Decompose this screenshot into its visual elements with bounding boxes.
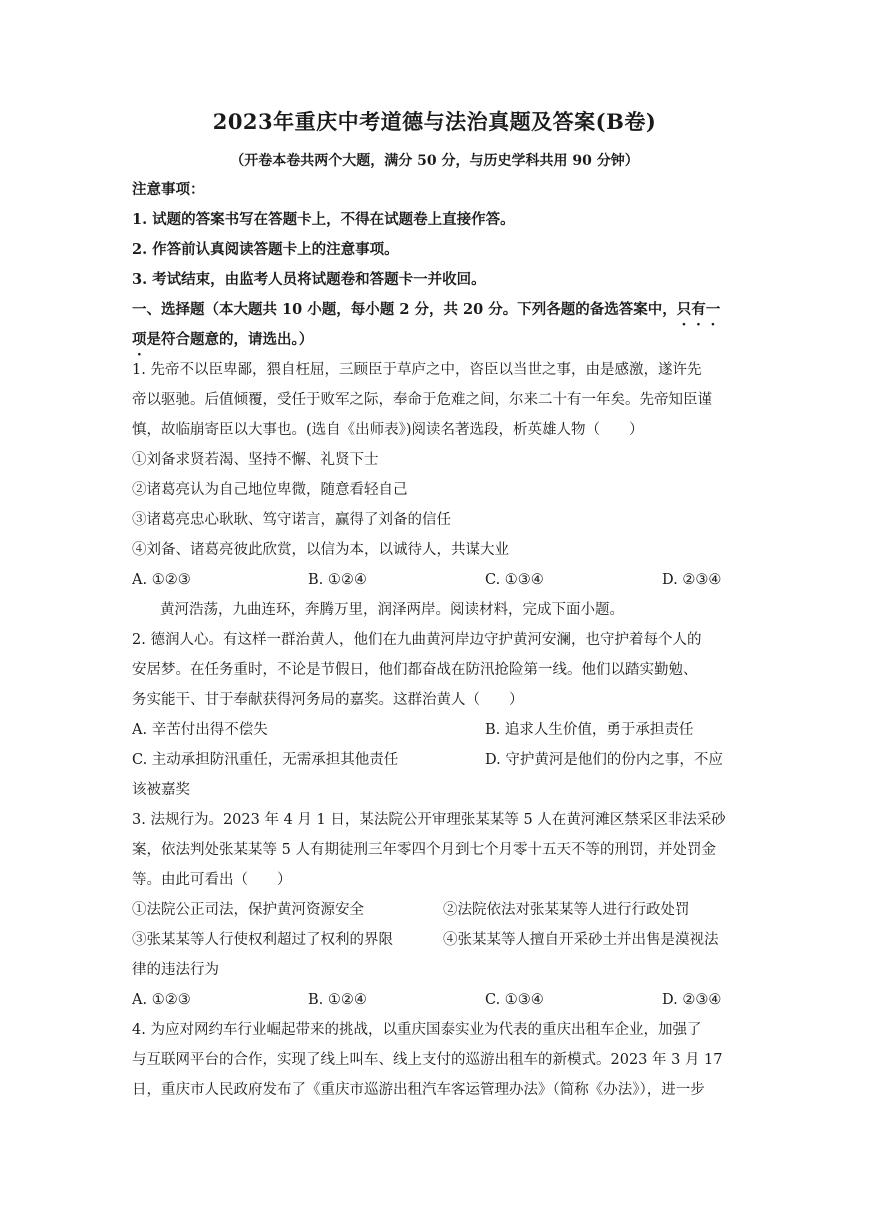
material-intro: 黄河浩荡，九曲连环，奔腾万里，润泽两岸。阅读材料，完成下面小题。	[160, 602, 624, 618]
question-1-option-c: C. ①③④	[485, 572, 544, 588]
question-3-option-b: B. ①②④	[308, 992, 367, 1008]
question-3-text: 等。由此可看出（ ）	[132, 872, 292, 888]
notice-heading: 注意事项：	[132, 181, 205, 198]
question-1-statement: ④刘备、诸葛亮彼此欣赏，以信为本，以诚待人，共谋大业	[132, 542, 509, 558]
question-1-statement: ③诸葛亮忠心耿耿、笃守诺言，赢得了刘备的信任	[132, 512, 451, 528]
question-3-text: 案，依法判处张某某等 5 人有期徒刑三年零四个月到七个月零十五天不等的刑罚，并处罚金	[132, 842, 716, 858]
question-3-option-a: A. ①②③	[132, 992, 191, 1008]
question-4-text: 与互联网平台的合作，实现了线上叫车、线上支付的巡游出租车的新模式。2023 年 3 月 17	[132, 1052, 723, 1068]
question-4-text: 日，重庆市人民政府发布了《重庆市巡游出租汽车客运管理办法》（简称《办法》），进一步	[132, 1082, 705, 1098]
question-2-option-c: C. 主动承担防汛重任，无需承担其他责任	[132, 752, 399, 768]
emphasis-char: 项	[132, 331, 147, 348]
question-3-statement-cont: 律的违法行为	[132, 962, 219, 978]
question-2-option-a: A. 辛苦付出得不偿失	[132, 722, 268, 738]
section-heading-cont	[132, 330, 313, 350]
question-3-statement: ③张某某等人行使权利超过了权利的界限	[132, 932, 393, 948]
question-3-statement: ①法院公正司法，保护黄河资源安全	[132, 902, 364, 918]
question-3-statement: ②法院依法对张某某等人进行行政处罚	[443, 902, 690, 918]
question-1-text: 慎，故临崩寄臣以大事也。(选自《出师表》)阅读名著选段，析英雄人物（ ）	[132, 422, 644, 438]
emphasis-char: 一	[705, 301, 721, 318]
section-heading-text: 一、选择题（本大题共 10 小题，每小题 2 分，共 20 分。下列各题的备选答案中，	[132, 301, 677, 318]
question-3-statement: ④张某某等人擅自开采砂土并出售是漠视法	[443, 932, 719, 948]
question-4-text: 4. 为应对网约车行业崛起带来的挑战，以重庆国泰实业为代表的重庆出租车企业，加强了	[132, 1022, 702, 1038]
question-1-option-d: D. ②③④	[662, 572, 722, 588]
notice-item: 1. 试题的答案书写在答题卡上，不得在试题卷上直接作答。	[132, 211, 515, 228]
emphasis-char: 有	[691, 301, 706, 318]
notice-item: 2. 作答前认真阅读答题卡上的注意事项。	[132, 241, 399, 258]
question-3-option-d: D. ②③④	[662, 992, 722, 1008]
question-1-text: 帝以驱驰。后值倾覆，受任于败军之际，奉命于危难之间，尔来二十有一年矣。先帝知臣谨	[132, 392, 712, 408]
question-1-statement: ①刘备求贤若渴、坚持不懈、礼贤下士	[132, 452, 379, 468]
question-1-statement: ②诸葛亮认为自己地位卑微，随意看轻自己	[132, 482, 408, 498]
question-2-text: 务实能干、甘于奉献获得河务局的嘉奖。这群治黄人（ ）	[132, 692, 524, 708]
question-1-option-b: B. ①②④	[308, 572, 367, 588]
section-heading-text: 是符合题意的，请选出。）	[146, 331, 314, 348]
emphasis-char: 只	[676, 301, 692, 318]
question-1-option-a: A. ①②③	[132, 572, 191, 588]
question-2-text: 安居梦。在任务重时，不论是节假日，他们都奋战在防汛抢险第一线。他们以踏实勤勉、	[132, 662, 698, 678]
question-2-option-d-cont: 该被嘉奖	[132, 782, 190, 798]
question-1-text: 1. 先帝不以臣卑鄙，猥自枉屈，三顾臣于草庐之中，咨臣以当世之事，由是感激，遂许先	[132, 362, 702, 378]
question-2-option-d: D. 守护黄河是他们的份内之事，不应	[485, 752, 723, 768]
document-subtitle: （开卷本卷共两个大题，满分 50 分，与历史学科共用 90 分钟）	[230, 153, 639, 169]
question-3-option-c: C. ①③④	[485, 992, 544, 1008]
section-heading	[132, 300, 720, 320]
document-title: 2023年重庆中考道德与法治真题及答案(B卷)	[212, 109, 657, 134]
question-2-text: 2. 德润人心。有这样一群治黄人，他们在九曲黄河岸边守护黄河安澜，也守护着每个人的	[132, 632, 702, 648]
question-3-text: 3. 法规行为。2023 年 4 月 1 日，某法院公开审理张某某等 5 人在黄河滩区禁采区非法采砂	[132, 812, 726, 828]
question-2-option-b: B. 追求人生价值，勇于承担责任	[485, 722, 694, 738]
notice-item: 3. 考试结束，由监考人员将试题卷和答题卡一并收回。	[132, 271, 486, 288]
